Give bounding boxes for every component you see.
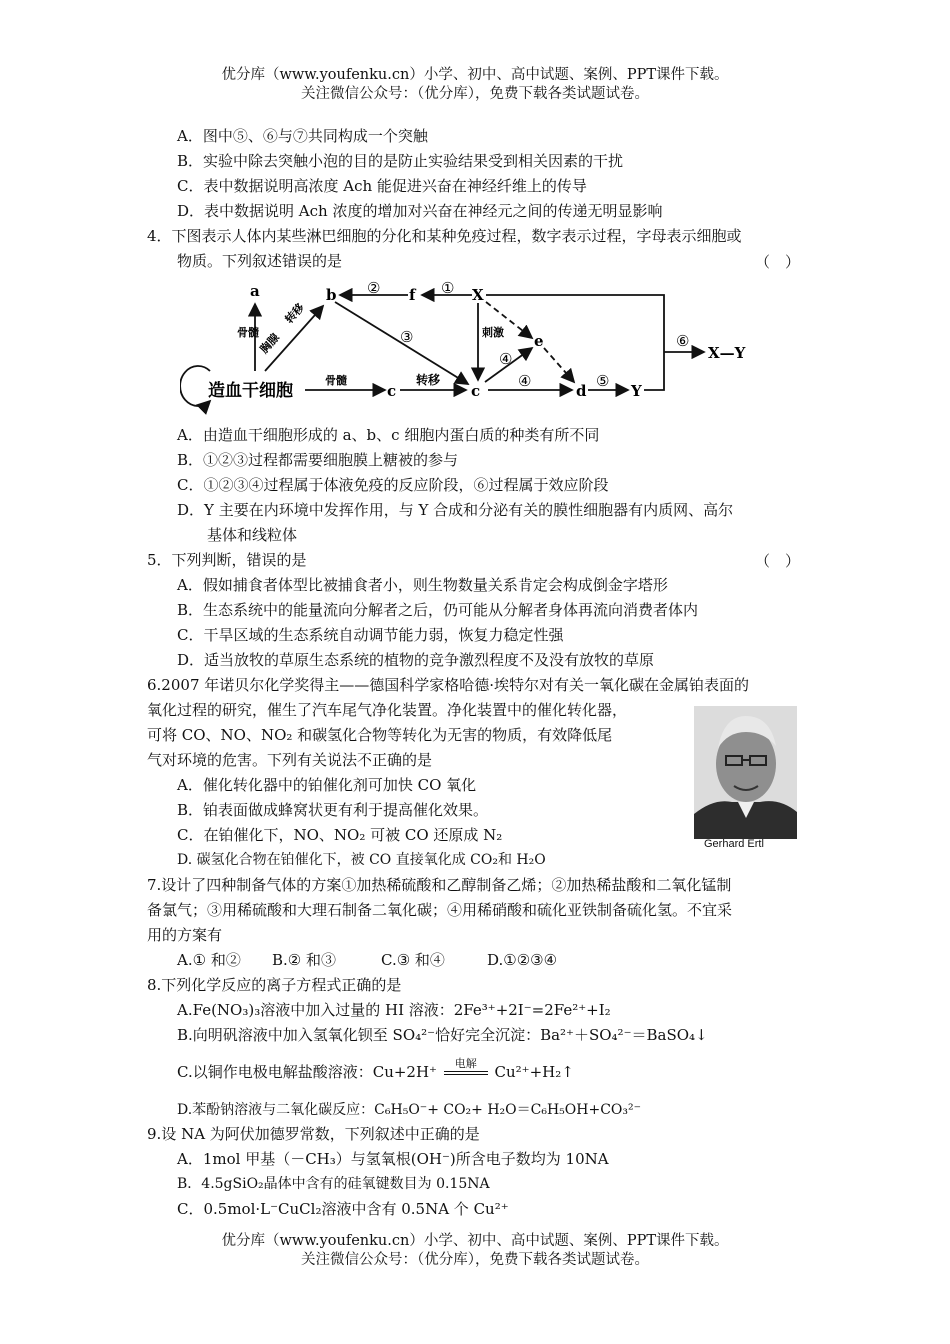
diagram-step-5: ⑤: [596, 372, 610, 390]
q7-option-d: D.①②③④: [487, 951, 558, 969]
q7-line-2: 备氯气；③用稀硫酸和大理石制备二氧化碳；④用稀硝酸和硫化亚铁制备硫化氢。不宜采: [147, 901, 733, 919]
scientist-photo: [694, 706, 797, 839]
q4-option-a: A．由造血干细胞形成的 a、b、c 细胞内蛋白质的种类有所不同: [177, 426, 600, 444]
q7-option-a: A.① 和②: [177, 951, 241, 969]
diagram-e: e: [534, 332, 544, 350]
q6-option-b: B．铂表面做成蜂窝状更有利于提高催化效果。: [177, 801, 489, 819]
q6-line-4: 气对环境的危害。下列有关说法不正确的是: [147, 751, 433, 769]
q9-option-b: B．4.5gSiO₂晶体中含有的硅氧键数目为 0.15NA: [177, 1176, 490, 1192]
diagram-stem-cell: 造血干细胞: [208, 381, 293, 401]
diagram-thymus: 胸腺: [257, 330, 282, 357]
diagram-y: Y: [631, 382, 642, 400]
diagram-a: a: [250, 282, 260, 300]
header-line-2: 关注微信公众号：（优分库），免费下载各类试题试卷。: [301, 86, 649, 102]
q7-option-c: C.③ 和④: [381, 951, 445, 969]
footer-line-2: 关注微信公众号：（优分库），免费下载各类试题试卷。: [301, 1252, 649, 1268]
diagram-bone-marrow-h: 骨髓: [325, 374, 347, 387]
footer-line-1: 优分库（www.youfenku.cn）小学、初中、高中试题、案例、PPT课件下载。: [221, 1233, 729, 1249]
q5-option-a: A．假如捕食者体型比被捕食者小，则生物数量关系肯定会构成倒金字塔形: [177, 576, 668, 594]
diagram-step-3: ③: [400, 328, 414, 346]
q7-line-1: 7.设计了四种制备气体的方案①加热稀硫酸和乙醇制备乙烯；②加热稀盐酸和二氧化锰制: [147, 876, 732, 894]
q4-option-b: B．①②③过程都需要细胞膜上糖被的参与: [177, 451, 459, 469]
q6-line-1: 6.2007 年诺贝尔化学奖得主——德国科学家格哈德·埃特尔对有关一氧化碳在金属铂表面的: [147, 676, 750, 694]
electrolysis-label: 电解: [454, 1057, 477, 1070]
diagram-d: d: [576, 382, 587, 400]
q8-option-c-left: C.以铜作电极电解盐酸溶液：Cu+2H⁺: [177, 1063, 437, 1081]
q3-option-a: A．图中⑤、⑥与⑦共同构成一个突触: [177, 127, 428, 145]
diagram-bone-marrow-v1: 骨髓: [237, 326, 259, 339]
q9-stem: 9.设 NA 为阿伏加德罗常数，下列叙述中正确的是: [147, 1125, 480, 1143]
q5-answer-paren: （ ）: [755, 552, 801, 570]
diagram-step-6: ⑥: [676, 332, 690, 350]
q3-option-b: B．实验中除去突触小泡的目的是防止实验结果受到相关因素的干扰: [177, 152, 624, 170]
q4-answer-paren: （ ）: [755, 253, 801, 271]
diagram-step-4a: ④: [499, 350, 513, 368]
q7-line-3: 用的方案有: [147, 926, 223, 944]
q4-option-d-cont: 基体和线粒体: [207, 526, 298, 544]
diagram-b: b: [326, 286, 337, 304]
diagram-step-4b: ④: [518, 372, 532, 390]
q9-option-a: A．1mol 甲基（－CH₃）与氢氧根(OH⁻)所含电子数均为 10NA: [177, 1150, 609, 1168]
q6-option-a: A．催化转化器中的铂催化剂可加快 CO 氧化: [177, 776, 477, 794]
q7-option-b: B.② 和③: [272, 951, 337, 969]
q6-line-2: 氧化过程的研究，催生了汽车尾气净化装置。净化装置中的催化转化器，: [147, 701, 628, 719]
diagram-step-1: ①: [441, 279, 455, 297]
q6-line-3: 可将 CO、NO、NO₂ 和碳氢化合物等转化为无害的物质，有效降低尾: [147, 726, 613, 744]
diagram-transfer-b: 转移: [282, 300, 307, 327]
diagram-c1: c: [387, 382, 397, 400]
diagram-c2: c: [471, 382, 481, 400]
q5-option-c: C．干旱区域的生态系统自动调节能力弱，恢复力稳定性强: [177, 626, 564, 644]
q6-option-d: D. 碳氢化合物在铂催化下，被 CO 直接氧化成 CO₂和 H₂O: [177, 852, 546, 868]
q8-option-d: D.苯酚钠溶液与二氧化碳反应：C₆H₅O⁻+ CO₂+ H₂O＝C₆H₅OH+CO₃²⁻: [177, 1102, 642, 1118]
electrolysis-arrow: [442, 1057, 490, 1083]
diagram-x-y: X—Y: [708, 344, 746, 362]
header-line-1: 优分库（www.youfenku.cn）小学、初中、高中试题、案例、PPT课件下载。: [221, 67, 729, 83]
diagram-x: X: [472, 286, 484, 304]
q8-option-b: B.向明矾溶液中加入氢氧化钡至 SO₄²⁻恰好完全沉淀：Ba²⁺＋SO₄²⁻＝BaSO₄↓: [177, 1026, 708, 1044]
q3-option-c: C．表中数据说明高浓度 Ach 能促进兴奋在神经纤维上的传导: [177, 177, 587, 195]
photo-caption: Gerhard Ertl: [704, 838, 764, 850]
diagram-transfer-h: 转移: [416, 373, 441, 387]
q5-option-d: D．适当放牧的草原生态系统的植物的竞争激烈程度不及没有放牧的草原: [177, 651, 655, 669]
q4-option-c: C．①②③④过程属于体液免疫的反应阶段，⑥过程属于效应阶段: [177, 476, 609, 494]
q4-stem-line-2: 物质。下列叙述错误的是: [177, 252, 343, 270]
q4-option-d: D．Y 主要在内环境中发挥作用，与 Y 合成和分泌有关的膜性细胞器有内质网、高尔: [177, 501, 734, 519]
q8-option-c: [177, 1057, 574, 1083]
q4-stem-line-1: 4．下图表示人体内某些淋巴细胞的分化和某种免疫过程，数字表示过程，字母表示细胞或: [147, 227, 742, 245]
q9-option-c: C．0.5mol·L⁻CuCl₂溶液中含有 0.5NA 个 Cu²⁺: [177, 1200, 509, 1218]
q3-option-d: D．表中数据说明 Ach 浓度的增加对兴奋在神经元之间的传递无明显影响: [177, 202, 663, 220]
diagram-f: f: [409, 286, 416, 304]
q5-stem: 5．下列判断，错误的是: [147, 551, 307, 569]
q8-stem: 8.下列化学反应的离子方程式正确的是: [147, 976, 402, 994]
diagram-step-2: ②: [367, 279, 381, 297]
q8-option-a: A.Fe(NO₃)₃溶液中加入过量的 HI 溶液：2Fe³⁺+2I⁻=2Fe²⁺+I₂: [177, 1001, 611, 1019]
q5-option-b: B．生态系统中的能量流向分解者之后，仍可能从分解者身体再流向消费者体内: [177, 601, 699, 619]
q6-option-c: C．在铂催化下，NO、NO₂ 可被 CO 还原成 N₂: [177, 826, 503, 844]
immune-process-diagram: [180, 276, 780, 416]
q8-option-c-right: Cu²⁺+H₂↑: [494, 1063, 574, 1081]
diagram-stimulate: 刺激: [482, 326, 504, 339]
